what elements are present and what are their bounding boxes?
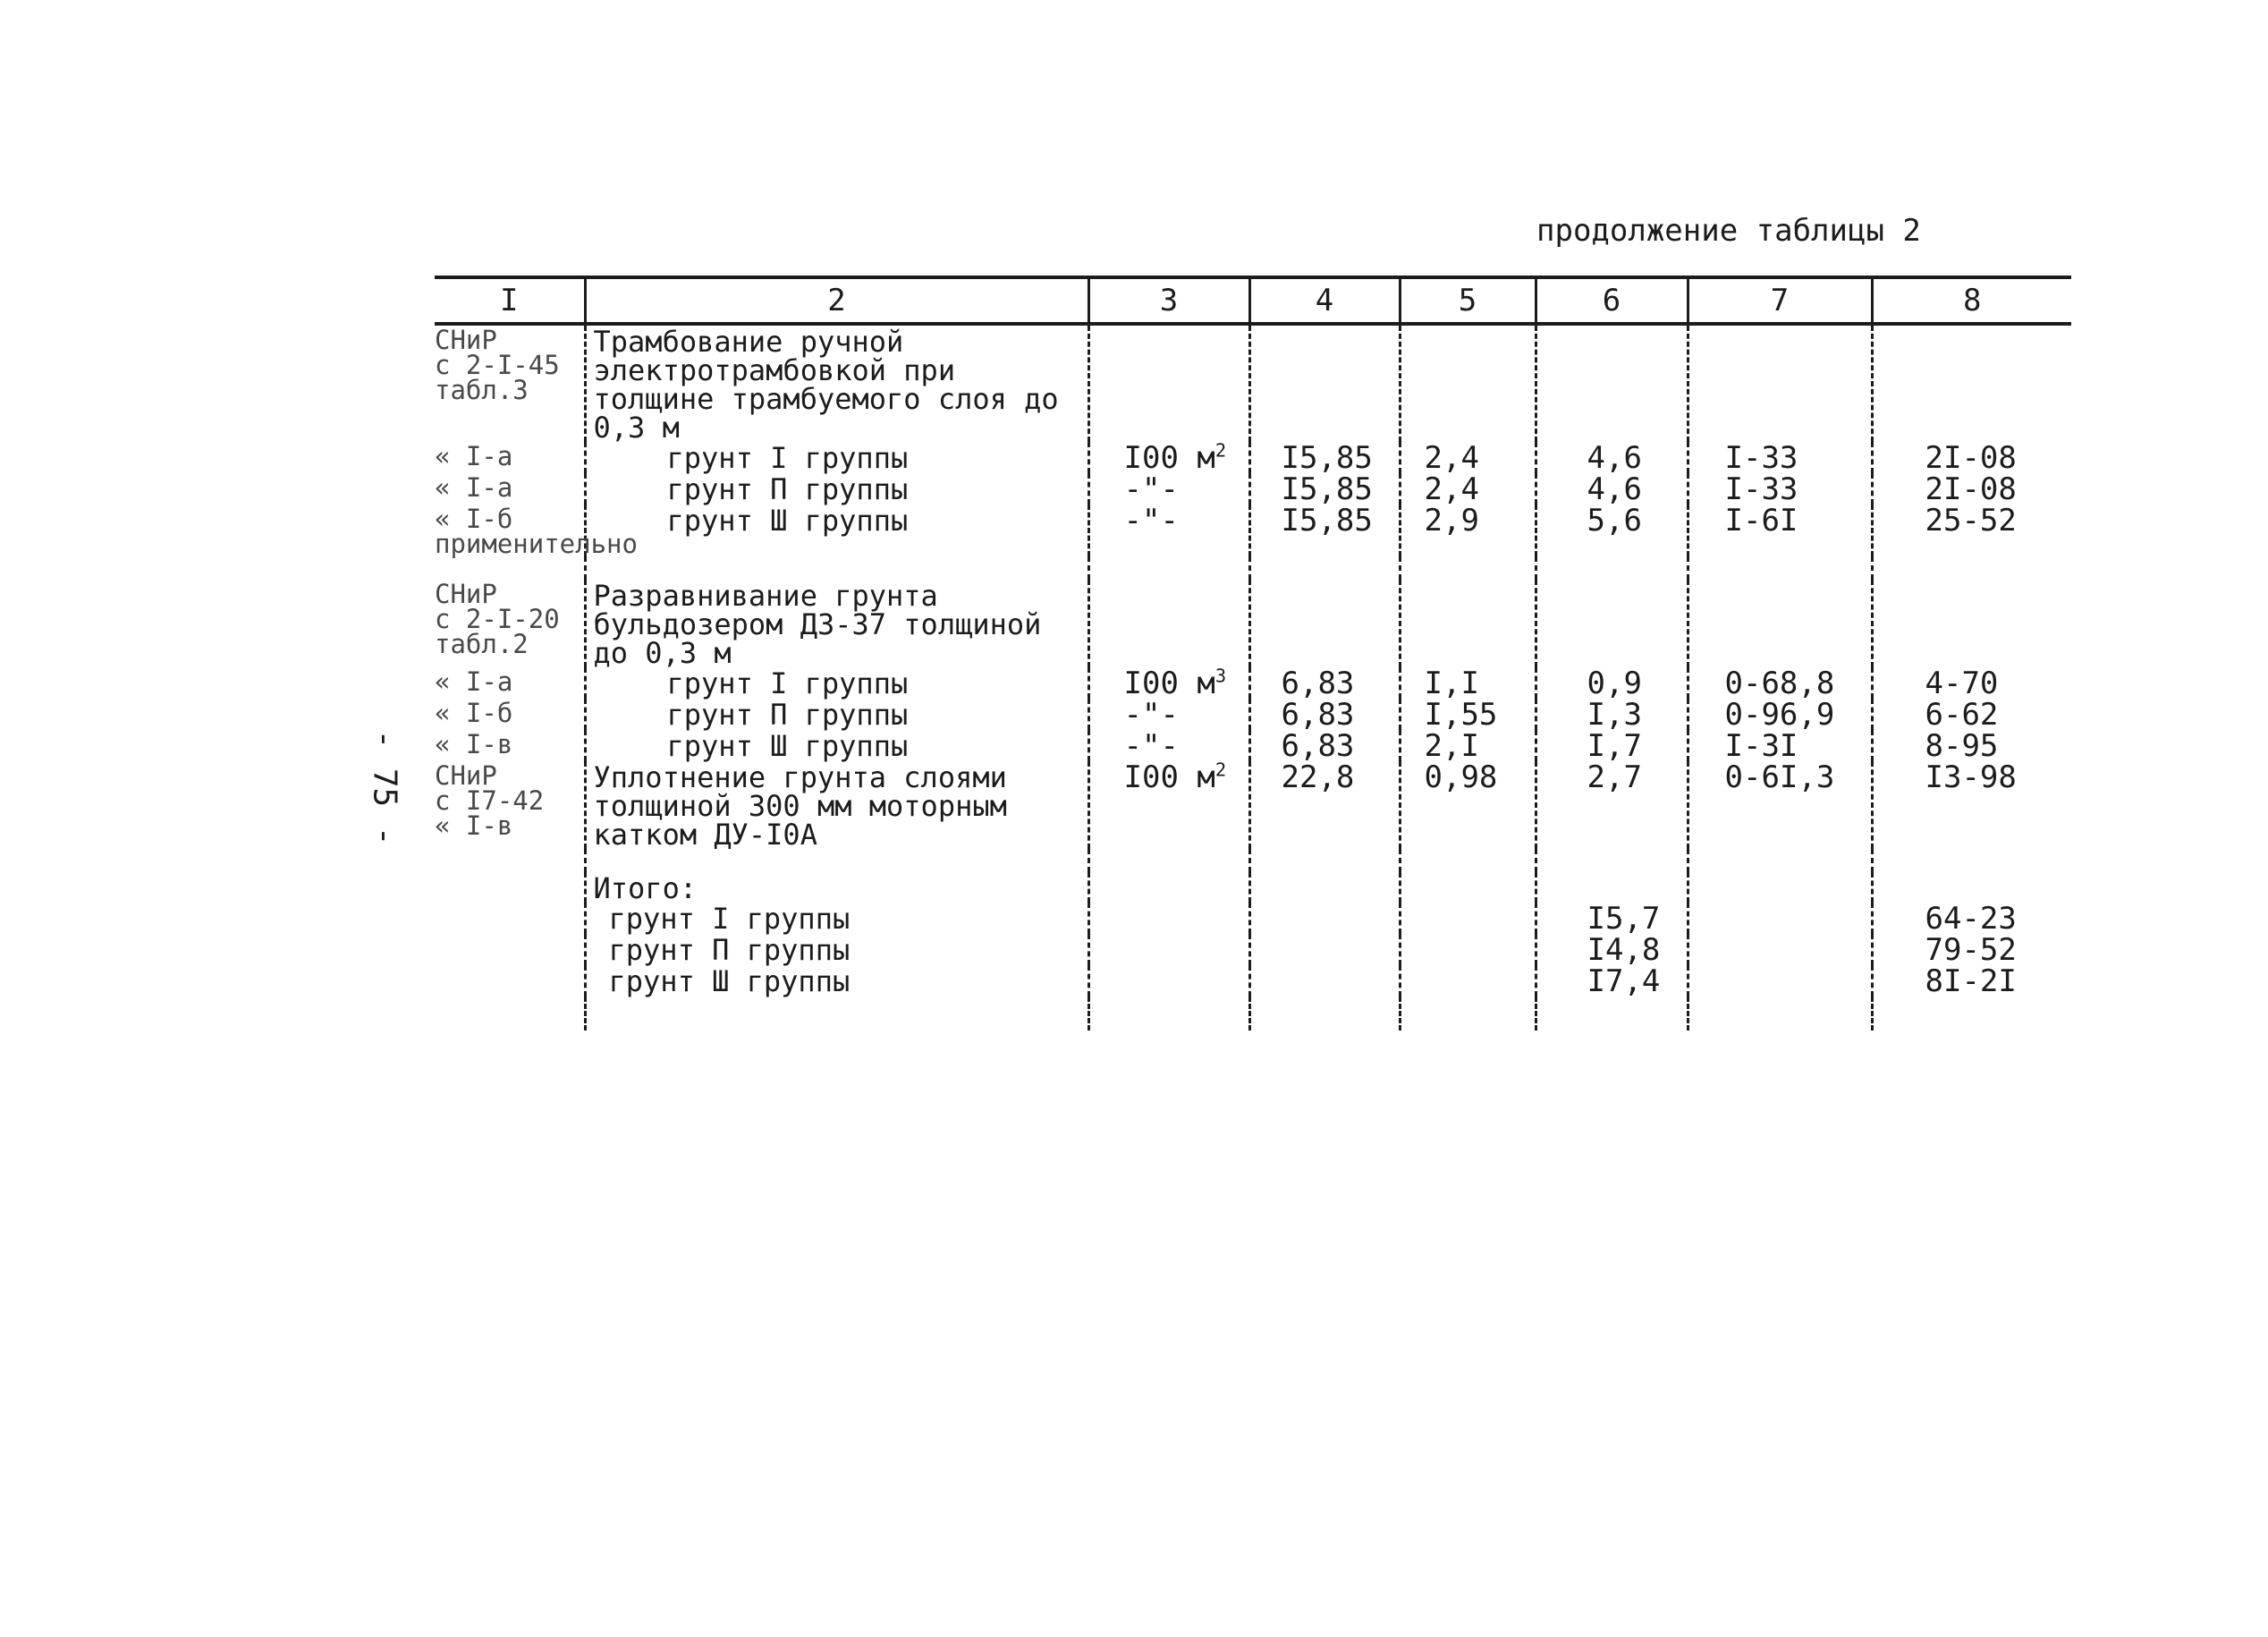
column-header-1: I: [435, 277, 585, 324]
totals-row: [435, 965, 2071, 997]
total-col8: 64-23: [1872, 903, 2071, 934]
cell-col7: [1688, 324, 1872, 442]
unit-cell: -"-: [1088, 730, 1249, 761]
total-col8: 79-52: [1872, 934, 2071, 965]
cell-col8: 4-70: [1872, 667, 2071, 699]
cell-col5: 2,4: [1400, 442, 1536, 473]
cell-col7: 0-6I,3: [1688, 761, 1872, 849]
column-header-3: 3: [1088, 277, 1249, 324]
cell-col8: I3-98: [1872, 761, 2071, 849]
source-ref: « I-б: [435, 698, 513, 728]
cell-col4: [1249, 324, 1400, 442]
totals-description: грунт Ш группы: [585, 965, 1088, 997]
column-header-6: 6: [1536, 277, 1688, 324]
cell-col7: I-6I: [1688, 505, 1872, 556]
source-ref: СНиР с 2-I-45 табл.3: [435, 325, 560, 405]
column-header-5: 5: [1400, 277, 1536, 324]
source-ref: « I-б применительно: [435, 504, 638, 559]
cell-col4: I5,85: [1249, 505, 1400, 556]
unit-cell: I00 $м^2$: [1088, 761, 1249, 849]
column-header-7: 7: [1688, 277, 1872, 324]
cell-col6: 4,6: [1536, 473, 1688, 505]
table-row: [435, 730, 2071, 761]
total-col6: I5,7: [1536, 903, 1688, 934]
cell-col8: 2I-08: [1872, 442, 2071, 473]
cell-col4: 6,83: [1249, 730, 1400, 761]
table-row: [435, 699, 2071, 730]
source-ref: « I-а: [435, 666, 513, 697]
work-description: грунт П группы: [585, 473, 1088, 505]
cell-col4: 6,83: [1249, 699, 1400, 730]
header-row: [435, 277, 2071, 324]
cell-col6: 2,7: [1536, 761, 1688, 849]
cell-col5: 2,I: [1400, 730, 1536, 761]
total-col6: I7,4: [1536, 965, 1688, 997]
cell-col6: 0,9: [1536, 667, 1688, 699]
totals-label-row: [435, 872, 2071, 903]
cell-col7: [1688, 580, 1872, 667]
unit-cell: I00 $м^2$: [1088, 442, 1249, 473]
cell-col8: 2I-08: [1872, 473, 2071, 505]
spacer-row: [435, 997, 2071, 1031]
unit-cell: [1088, 324, 1249, 442]
table-row: [435, 667, 2071, 699]
table-row: [435, 442, 2071, 473]
table-caption: продолжение таблицы 2: [1536, 213, 1921, 249]
cell-col7: 0-96,9: [1688, 699, 1872, 730]
source-ref: « I-а: [435, 472, 513, 503]
totals-label: Итого:: [585, 872, 1088, 903]
cell-col6: 4,6: [1536, 442, 1688, 473]
cell-col8: 6-62: [1872, 699, 2071, 730]
cell-col6: 5,6: [1536, 505, 1688, 556]
unit-cell: I00 $м^3$: [1088, 667, 1249, 699]
column-header-2: 2: [585, 277, 1088, 324]
cell-col4: I5,85: [1249, 442, 1400, 473]
cell-col7: 0-68,8: [1688, 667, 1872, 699]
data-table: [435, 276, 2071, 1031]
cell-col4: [1249, 580, 1400, 667]
work-description: Уплотнение грунта слоями толщиной 300 мм моторным катком ДУ-I0А: [585, 761, 1088, 849]
spacer-row: [435, 849, 2071, 872]
cell-col8: 25-52: [1872, 505, 2071, 556]
totals-description: грунт I группы: [585, 903, 1088, 934]
work-description: Разравнивание грунта бульдозером ДЗ-37 толщиной до 0,3 м: [585, 580, 1088, 667]
work-description: грунт Ш группы: [585, 730, 1088, 761]
cell-col4: 6,83: [1249, 667, 1400, 699]
cell-col5: [1400, 324, 1536, 442]
table-row: [435, 473, 2071, 505]
totals-description: грунт П группы: [585, 934, 1088, 965]
work-description: грунт П группы: [585, 699, 1088, 730]
cell-col8: [1872, 580, 2071, 667]
source-ref: « I-в: [435, 729, 513, 759]
table-row: [435, 580, 2071, 667]
source-ref: СНиР с I7-42 « I-в: [435, 760, 545, 841]
cell-col4: 22,8: [1249, 761, 1400, 849]
totals-row: [435, 903, 2071, 934]
source-ref: « I-а: [435, 441, 513, 471]
column-header-4: 4: [1249, 277, 1400, 324]
total-col8: 8I-2I: [1872, 965, 2071, 997]
cell-col6: I,7: [1536, 730, 1688, 761]
cell-col5: 0,98: [1400, 761, 1536, 849]
cell-col5: [1400, 580, 1536, 667]
work-description: грунт I группы: [585, 442, 1088, 473]
cell-col5: I,55: [1400, 699, 1536, 730]
table-row: [435, 761, 2071, 849]
cell-col4: I5,85: [1249, 473, 1400, 505]
unit-cell: [1088, 580, 1249, 667]
cell-col8: 8-95: [1872, 730, 2071, 761]
cell-col8: [1872, 324, 2071, 442]
cell-col6: [1536, 580, 1688, 667]
column-header-8: 8: [1872, 277, 2071, 324]
cell-col5: I,I: [1400, 667, 1536, 699]
table-row: [435, 505, 2071, 556]
unit-cell: -"-: [1088, 699, 1249, 730]
cell-col5: 2,9: [1400, 505, 1536, 556]
cell-col6: I,3: [1536, 699, 1688, 730]
unit-cell: -"-: [1088, 473, 1249, 505]
work-description: грунт Ш группы: [585, 505, 1088, 556]
cell-col7: I-3I: [1688, 730, 1872, 761]
cell-col7: I-33: [1688, 473, 1872, 505]
spacer-row: [435, 556, 2071, 580]
work-description: грунт I группы: [585, 667, 1088, 699]
source-ref: СНиР с 2-I-20 табл.2: [435, 579, 560, 659]
cell-col7: I-33: [1688, 442, 1872, 473]
cell-col5: 2,4: [1400, 473, 1536, 505]
cell-col6: [1536, 324, 1688, 442]
total-col6: I4,8: [1536, 934, 1688, 965]
work-description: Трамбование ручной электротрамбовкой при толщине трамбуемого слоя до 0,3 м: [585, 324, 1088, 442]
page-number: - 75 -: [366, 729, 403, 846]
totals-row: [435, 934, 2071, 965]
unit-cell: -"-: [1088, 505, 1249, 556]
table-row: [435, 324, 2071, 442]
